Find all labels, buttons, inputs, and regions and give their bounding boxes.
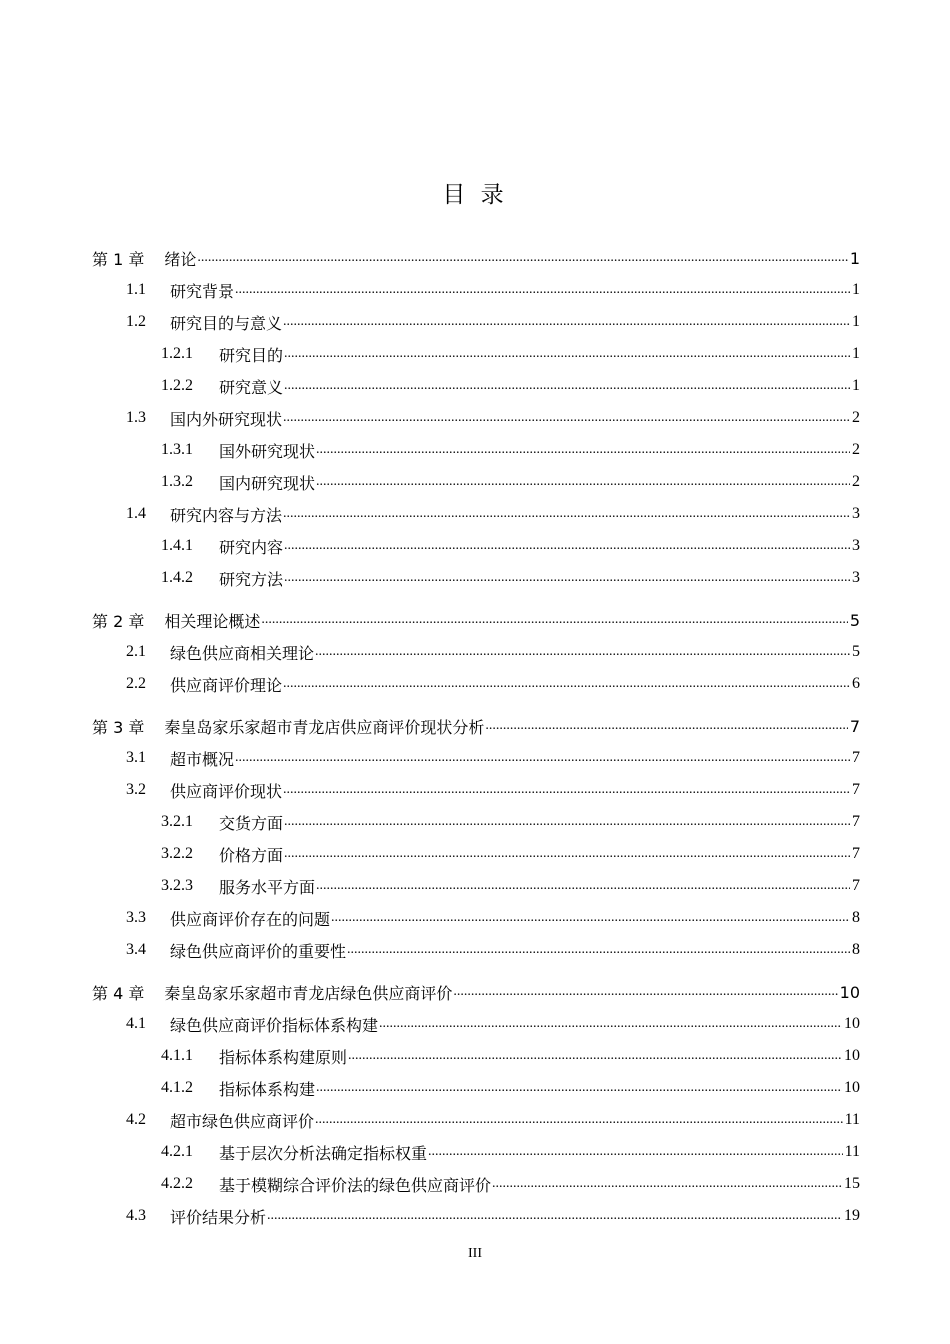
toc-entry-number: 3.1 [126, 749, 146, 766]
toc-entry-page: 3 [852, 505, 860, 522]
toc-dot-leader [283, 315, 850, 329]
toc-entry-page: 7 [852, 877, 860, 894]
toc-section-entry[interactable] [0, 742, 950, 774]
toc-entry-title: 研究目的 [219, 347, 284, 365]
toc-entry-page: 19 [844, 1207, 860, 1224]
toc-entry-title: 秦皇岛家乐家超市青龙店绿色供应商评价 [164, 983, 453, 1003]
toc-entry-title: 国内研究现状 [219, 475, 316, 493]
toc-entry-page: 7 [852, 781, 860, 798]
toc-entry-number: 1.3.2 [161, 473, 193, 490]
toc-entry-page: 6 [852, 675, 860, 692]
toc-dot-leader [315, 1113, 843, 1127]
toc-dot-leader [197, 251, 847, 265]
toc-section-entry[interactable] [0, 498, 950, 530]
toc-entry-title: 绿色供应商评价的重要性 [170, 943, 347, 961]
toc-entry-number: 3.2 [126, 781, 146, 798]
toc-entry-number: 1.3.1 [161, 441, 193, 458]
toc-dot-leader [316, 443, 850, 457]
toc-section-entry[interactable] [0, 370, 950, 402]
toc-entry-number: 1.1 [126, 281, 146, 298]
toc-section-entry[interactable] [0, 466, 950, 498]
toc-dot-leader [284, 815, 850, 829]
toc-section-entry[interactable] [0, 1040, 950, 1072]
toc-entry-page: 5 [852, 643, 860, 660]
toc-entry-page: 10 [844, 1079, 860, 1096]
toc-entry-page: 5 [849, 610, 860, 630]
toc-entry-number: 1.4 [126, 505, 146, 522]
toc-section-entry[interactable] [0, 562, 950, 594]
toc-section-entry[interactable] [0, 902, 950, 934]
toc-section-entry[interactable] [0, 1168, 950, 1200]
toc-entry-number: 第 2 章 [92, 611, 145, 631]
toc-entry-page: 3 [852, 569, 860, 586]
toc-dot-leader [283, 677, 850, 691]
toc-dot-leader [485, 719, 847, 733]
toc-entry-page: 2 [852, 441, 860, 458]
toc-entry-title: 研究内容 [219, 539, 284, 557]
toc-entry-number: 1.2.1 [161, 345, 193, 362]
toc-entry-number: 第 3 章 [92, 717, 145, 737]
toc-entry-title: 价格方面 [219, 847, 284, 865]
toc-section-entry[interactable] [0, 838, 950, 870]
toc-entry-number: 1.2.2 [161, 377, 193, 394]
toc-section-entry[interactable] [0, 774, 950, 806]
toc-entry-page: 7 [852, 813, 860, 830]
toc-entry-title: 研究意义 [219, 379, 284, 397]
toc-entry-number: 4.2 [126, 1111, 146, 1128]
toc-entry-page: 10 [839, 982, 860, 1002]
toc-entry-title: 相关理论概述 [164, 611, 261, 631]
toc-entry-title: 供应商评价理论 [170, 677, 283, 695]
toc-dot-leader [347, 943, 850, 957]
toc-chapter-entry[interactable] [0, 976, 950, 1008]
toc-section-entry[interactable] [0, 306, 950, 338]
toc-section-entry[interactable] [0, 530, 950, 562]
toc-dot-leader [235, 283, 850, 297]
toc-section-entry[interactable] [0, 274, 950, 306]
toc-entry-number: 4.1.2 [161, 1079, 193, 1096]
toc-dot-leader [261, 613, 847, 627]
toc-dot-leader [283, 507, 850, 521]
toc-section-entry[interactable] [0, 1104, 950, 1136]
toc-entry-page: 1 [852, 377, 860, 394]
toc-section-entry[interactable] [0, 1200, 950, 1232]
toc-entry-page: 8 [852, 941, 860, 958]
toc-section-entry[interactable] [0, 870, 950, 902]
table-of-contents [0, 242, 950, 1232]
toc-entry-title: 绿色供应商评价指标体系构建 [170, 1017, 379, 1035]
toc-entry-title: 供应商评价存在的问题 [170, 911, 331, 929]
toc-entry-number: 4.1.1 [161, 1047, 193, 1064]
toc-section-entry[interactable] [0, 934, 950, 966]
toc-entry-number: 第 1 章 [92, 249, 145, 269]
toc-entry-page: 1 [852, 345, 860, 362]
toc-entry-title: 超市概况 [170, 751, 235, 769]
toc-dot-leader [235, 751, 850, 765]
toc-section-entry[interactable] [0, 636, 950, 668]
toc-entry-title: 基于层次分析法确定指标权重 [219, 1145, 428, 1163]
toc-entry-page: 1 [852, 313, 860, 330]
toc-dot-leader [284, 347, 850, 361]
toc-entry-title: 国外研究现状 [219, 443, 316, 461]
toc-section-entry[interactable] [0, 434, 950, 466]
toc-entry-title: 研究内容与方法 [170, 507, 283, 525]
toc-entry-title: 研究背景 [170, 283, 235, 301]
toc-entry-number: 1.2 [126, 313, 146, 330]
toc-entry-number: 3.2.2 [161, 845, 193, 862]
toc-entry-number: 3.2.3 [161, 877, 193, 894]
toc-entry-number: 4.2.2 [161, 1175, 193, 1192]
toc-entry-page: 11 [844, 1143, 860, 1160]
toc-dot-leader [284, 571, 850, 585]
toc-entry-title: 服务水平方面 [219, 879, 316, 897]
toc-entry-title: 绪论 [164, 249, 197, 269]
toc-entry-number: 第 4 章 [92, 983, 145, 1003]
toc-entry-page: 7 [852, 845, 860, 862]
toc-entry-title: 交货方面 [219, 815, 284, 833]
toc-entry-page: 1 [852, 281, 860, 298]
toc-entry-number: 4.3 [126, 1207, 146, 1224]
toc-entry-number: 1.4.1 [161, 537, 193, 554]
toc-entry-title: 研究方法 [219, 571, 284, 589]
toc-entry-title: 指标体系构建原则 [219, 1049, 348, 1067]
toc-dot-leader [315, 645, 850, 659]
toc-entry-title: 研究目的与意义 [170, 315, 283, 333]
toc-entry-number: 4.1 [126, 1015, 146, 1032]
toc-dot-leader [492, 1177, 842, 1191]
toc-entry-number: 1.3 [126, 409, 146, 426]
toc-title: 目 录 [442, 182, 508, 208]
toc-entry-number: 1.4.2 [161, 569, 193, 586]
page-number: III [468, 1246, 482, 1261]
toc-section-entry[interactable] [0, 402, 950, 434]
toc-entry-page: 8 [852, 909, 860, 926]
toc-dot-leader [284, 539, 850, 553]
toc-entry-page: 2 [852, 473, 860, 490]
toc-entry-number: 4.2.1 [161, 1143, 193, 1160]
toc-entry-number: 3.2.1 [161, 813, 193, 830]
toc-entry-page: 2 [852, 409, 860, 426]
toc-section-entry[interactable] [0, 1136, 950, 1168]
toc-entry-page: 10 [844, 1015, 860, 1032]
toc-entry-title: 超市绿色供应商评价 [170, 1113, 315, 1131]
toc-dot-leader [428, 1145, 843, 1159]
toc-dot-leader [316, 879, 850, 893]
toc-entry-title: 指标体系构建 [219, 1081, 316, 1099]
toc-section-entry[interactable] [0, 806, 950, 838]
toc-chapter-entry[interactable] [0, 242, 950, 274]
toc-dot-leader [379, 1017, 842, 1031]
toc-chapter-entry[interactable] [0, 604, 950, 636]
toc-entry-title: 绿色供应商相关理论 [170, 645, 315, 663]
toc-entry-page: 1 [849, 248, 860, 268]
toc-entry-page: 7 [852, 749, 860, 766]
toc-entry-page: 10 [844, 1047, 860, 1064]
toc-entry-page: 7 [849, 716, 860, 736]
toc-chapter-entry[interactable] [0, 710, 950, 742]
toc-dot-leader [316, 1081, 842, 1095]
toc-dot-leader [453, 985, 837, 999]
toc-entry-title: 基于模糊综合评价法的绿色供应商评价 [219, 1177, 492, 1195]
toc-dot-leader [316, 475, 850, 489]
toc-section-entry[interactable] [0, 668, 950, 700]
toc-section-entry[interactable] [0, 338, 950, 370]
toc-dot-leader [284, 847, 850, 861]
toc-dot-leader [283, 783, 850, 797]
toc-section-entry[interactable] [0, 1008, 950, 1040]
toc-dot-leader [284, 379, 850, 393]
toc-section-entry[interactable] [0, 1072, 950, 1104]
toc-entry-title: 供应商评价现状 [170, 783, 283, 801]
toc-entry-number: 2.1 [126, 643, 146, 660]
toc-entry-title: 国内外研究现状 [170, 411, 283, 429]
toc-dot-leader [331, 911, 850, 925]
toc-dot-leader [348, 1049, 842, 1063]
toc-dot-leader [267, 1209, 842, 1223]
toc-dot-leader [283, 411, 850, 425]
toc-entry-number: 3.3 [126, 909, 146, 926]
toc-entry-number: 3.4 [126, 941, 146, 958]
toc-entry-title: 评价结果分析 [170, 1209, 267, 1227]
toc-entry-page: 3 [852, 537, 860, 554]
toc-entry-number: 2.2 [126, 675, 146, 692]
toc-entry-page: 15 [844, 1175, 860, 1192]
toc-entry-title: 秦皇岛家乐家超市青龙店供应商评价现状分析 [164, 717, 485, 737]
toc-entry-page: 11 [844, 1111, 860, 1128]
